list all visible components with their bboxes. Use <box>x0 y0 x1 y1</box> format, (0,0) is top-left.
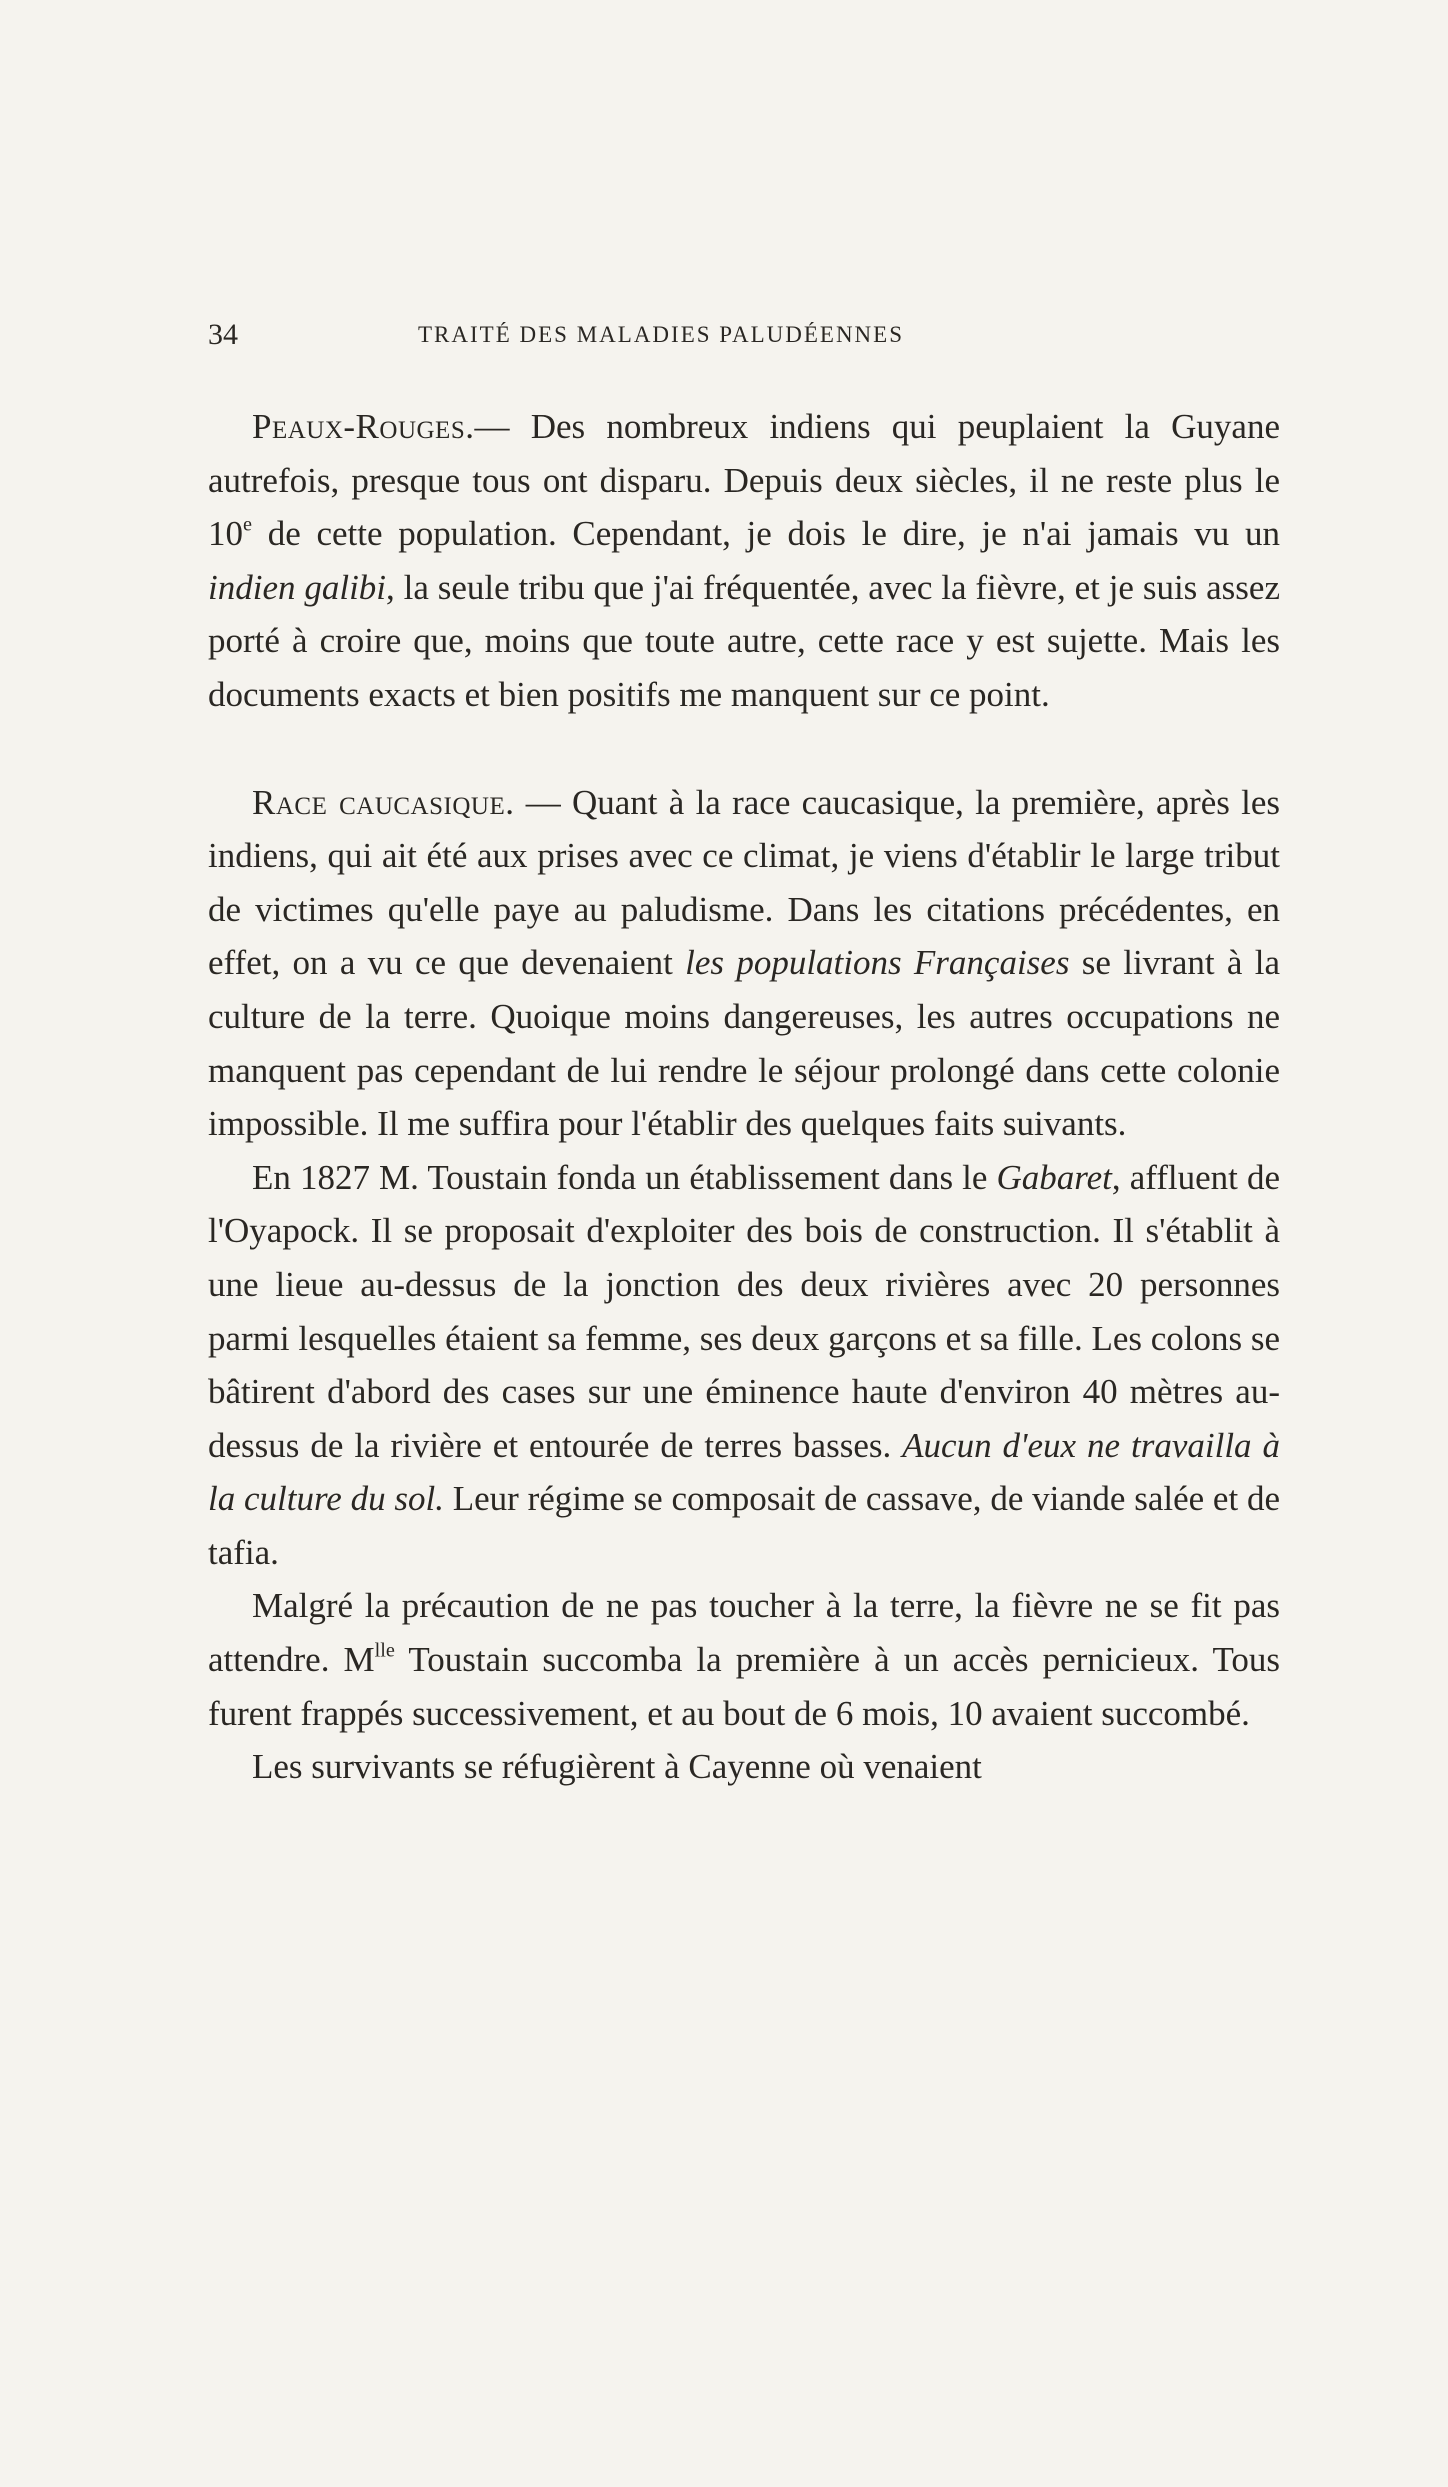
page-number: 34 <box>208 318 238 351</box>
paragraph-peaux-rouges <box>208 400 1280 722</box>
paragraph-survivants <box>208 1740 1280 1794</box>
text-run: , la seule tribu que j'ai fréquentée, avec la fièvre, et je suis assez porté à croire que, moins que toute autre, cette race y est sujette. Mais les documents exacts et bien positifs me manquent sur ce point. <box>208 567 1280 714</box>
text-run: Les survivants se réfugièrent à Cayenne où venaient <box>252 1747 982 1787</box>
text-run: Toustain succomba la première à un accès pernicieux. Tous furent frappés successivement, et au bout de 6 mois, 10 avaient succombé. <box>208 1640 1281 1733</box>
paragraph-toustain <box>208 1151 1280 1580</box>
text-run: Leur régime se composait de cassave, de viande salée et de tafia. <box>208 1479 1280 1572</box>
superscript: lle <box>374 1639 395 1662</box>
text-run: — Des nombreux indiens qui peuplaient la Guyane autrefois, presque tous ont disparu. Depuis deux siècles, il ne reste plus le 10 <box>208 407 1280 554</box>
text-run: En 1827 M. Toustain fonda un établissement dans le <box>252 1157 997 1197</box>
italic-run: les populations Françaises <box>685 943 1070 983</box>
italic-run: Gabaret <box>996 1157 1112 1197</box>
page-header <box>208 318 1280 358</box>
paragraph-fievre <box>208 1579 1280 1740</box>
italic-run: Aucun d'eux ne travailla à la culture du sol. <box>208 1425 1280 1519</box>
superscript: e <box>243 513 253 536</box>
italic-run: indien galibi <box>208 567 387 607</box>
section-heading-peaux-rouges: Peaux-Rouges. <box>252 407 475 446</box>
running-title: TRAITÉ DES MALADIES PALUDÉENNES <box>418 322 905 347</box>
text-run: de cette population. Cependant, je dois le dire, je n'ai jamais vu un <box>252 514 1280 554</box>
text-run: Malgré la précaution de ne pas toucher à la terre, la fièvre ne se fit pas attendre. M <box>208 1586 1280 1680</box>
section-heading-race-caucasique: Race caucasique. <box>252 782 515 822</box>
text-run: , affluent de l'Oyapock. Il se proposait d'exploiter des bois de construction. Il s'établit à une lieue au-dessus de la jonction des deux rivières avec 20 personnes parmi lesquelles étaient sa femme, ses deux garçons et sa fille. Les colons se bâtirent d'abord des cases sur une éminence haute d'environ 40 mètres au-dessus de la rivière et entourée de terres basses. <box>208 1157 1281 1465</box>
body-text <box>208 400 1280 1794</box>
paragraph-race-caucasique <box>208 776 1280 1151</box>
text-run: — Quant à la race caucasique, la première, après les indiens, qui ait été aux prises avec ce climat, je viens d'établir le large tribut de victimes qu'elle paye au paludisme. Dans les citations précédentes, en effet, on a vu ce que devenaient <box>208 782 1281 983</box>
text-run: se livrant à la culture de la terre. Quoique moins dangereuses, les autres occupations ne manquent pas cependant de lui rendre le séjour prolongé dans cette colonie impossible. Il me suffira pour l'établir des quelques faits suivants. <box>208 943 1280 1144</box>
